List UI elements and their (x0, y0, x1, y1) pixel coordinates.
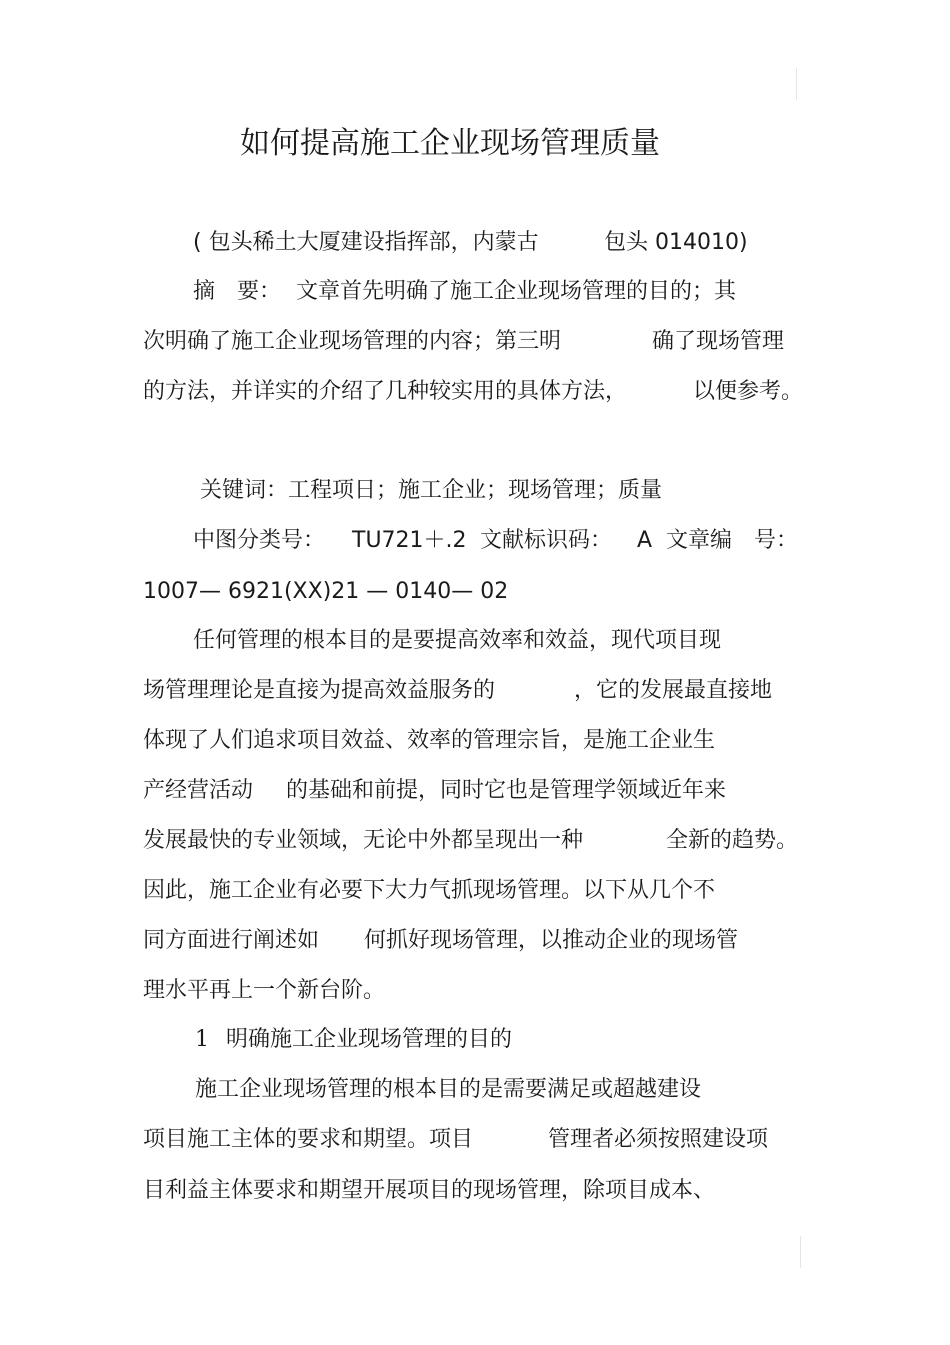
abstract-line-3a: 的方法，并详实的介绍了几种较实用的具体方法， (143, 379, 628, 404)
section-number: 1 (195, 1027, 209, 1052)
clc-label: 中图分类号： (193, 528, 326, 553)
affiliation-org: ( 包头稀土大厦建设指挥部，内蒙古 (193, 230, 539, 255)
affiliation-city-zip: 包头 014010) (604, 230, 748, 255)
doc-code-label: 文献标识码： (480, 528, 613, 553)
section-heading: 明确施工企业现场管理的目的 (226, 1027, 513, 1052)
abstract-label: 摘 要： (193, 279, 282, 304)
body-line: 项目施工主体的要求和期望。项目 (143, 1127, 474, 1152)
body-line: 发展最快的专业领域，无论中外都呈现出一种 (143, 828, 584, 853)
body-line: 产经营活动 (143, 778, 254, 803)
clc-value: TU721＋.2 (352, 528, 467, 553)
keywords: 关键词：工程项日；施工企业；现场管理；质量 (200, 478, 663, 503)
body-line: 场管理理论是直接为提高效益服务的 (143, 678, 496, 703)
body-line: 体现了人们追求项目效益、效率的管理宗旨，是施工企业生 (143, 728, 716, 753)
scan-edge-mark-top (796, 68, 797, 100)
article-no-value: 1007— 6921(XX)21 — 0140— 02 (143, 579, 509, 604)
abstract-line-1: 文章首先明确了施工企业现场管理的目的；其 (296, 279, 737, 304)
body-line: 目利益主体要求和期望开展项目的现场管理，除项目成本、 (143, 1178, 716, 1203)
body-line: 施工企业现场管理的根本目的是需要满足或超越建设 (195, 1077, 702, 1102)
body-line: ，它的发展最直接地 (574, 678, 773, 703)
abstract-line-2b: 确了现场管理 (652, 329, 785, 354)
abstract-line-3b: 以便参考。 (693, 379, 804, 404)
body-line: 同方面进行阐述如 (143, 928, 320, 953)
body-line: 全新的趋势。 (666, 828, 799, 853)
document-title: 如何提高施工企业现场管理质量 (240, 126, 660, 161)
body-line: 理水平再上一个新台阶。 (143, 978, 386, 1003)
abstract-line-2a: 次明确了施工企业现场管理的内容；第三明 (143, 329, 562, 354)
article-no-label: 文章编 号： (666, 528, 799, 553)
body-line: 的基础和前提，同时它也是管理学领域近年来 (286, 778, 727, 803)
body-line: 任何管理的根本目的是要提高效率和效益，现代项目现 (193, 628, 722, 653)
body-line: 管理者必须按照建设项 (548, 1127, 769, 1152)
body-line: 何抓好现场管理，以推动企业的现场管 (364, 928, 739, 953)
body-line: 因此，施工企业有必要下大力气抓现场管理。以下从几个不 (143, 878, 716, 903)
doc-code-value: A (637, 528, 653, 553)
scan-edge-mark-bottom (800, 1236, 801, 1268)
